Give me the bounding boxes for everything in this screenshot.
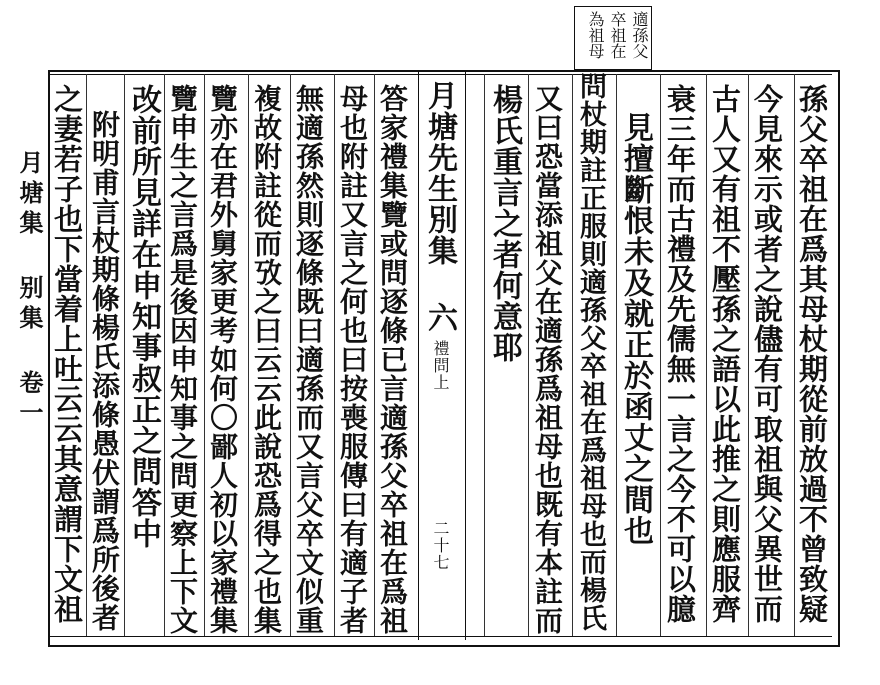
text-column: 見擅斷恨未及就正於函丈之間也: [618, 112, 653, 546]
column-rule: [334, 74, 335, 636]
column-rule: [86, 74, 87, 636]
section-label: 禮問上: [431, 340, 450, 391]
column-rule: [528, 74, 529, 636]
header-col-3: 為祖母: [586, 11, 605, 59]
header-col-2: 卒祖在: [608, 11, 627, 59]
column-rule: [248, 74, 249, 636]
text-column: 又曰恐當添祖父在適孫爲祖母也既有本註而: [531, 84, 564, 635]
text-column: 之妻若子也下當着上吐云云其意謂下文祖: [50, 84, 84, 624]
text-column: 無適孫然則逐條既曰適孫而又言父卒文似重: [292, 84, 325, 635]
text-column: 今見來示或者之說儘有可取祖與父異世而: [750, 84, 784, 624]
column-rule: [374, 74, 375, 636]
header-label-box: [574, 6, 652, 70]
text-column: 孫父卒祖在爲其母杖期從前放過不曾致疑: [795, 84, 829, 624]
text-column: 複故附註從而攷之曰云云此說恐爲得之也集: [250, 84, 283, 635]
column-rule: [706, 74, 707, 636]
column-rule: [290, 74, 291, 636]
column-rule: [660, 74, 661, 636]
column-rule: [124, 74, 125, 636]
column-rule: [164, 74, 165, 636]
column-rule: [616, 74, 617, 636]
column-rule: [748, 74, 749, 636]
text-column: 楊氏重言之者何意耶: [487, 84, 522, 363]
column-rule: [572, 74, 573, 636]
header-col-1: 適孫父: [630, 11, 649, 59]
column-rule: [204, 74, 205, 636]
column-rule: [484, 74, 485, 636]
book-title: 月塘先生別集 六: [422, 80, 457, 333]
page-number: 二十七: [431, 520, 450, 571]
text-column: 覽申生之言爲是後因申知事之問更察上下文: [166, 84, 199, 635]
text-column: 古人又有祖不壓孫之語以此推之則應服齊: [708, 84, 742, 624]
text-column: 答家禮集覽或問逐條已言適孫父卒祖在爲祖: [376, 84, 409, 635]
text-column: 附明甫言杖期條楊氏添條愚伏謂爲所後者: [88, 110, 121, 632]
text-column: 衰三年而古禮及先儒無一言之今不可以臆: [663, 84, 697, 624]
text-column: 改前所見詳在申知事叔正之問答中: [126, 84, 161, 549]
book-side-title: 月塘集 别集 卷一: [15, 150, 44, 430]
text-column: 問杖期註正服則適孫父卒祖在爲祖母也而楊氏: [575, 72, 606, 632]
text-column: 母也附註又言之何也曰按喪服傳曰有適子者: [336, 84, 369, 635]
text-column: 覽亦在君外舅家更考如何〇鄙人初以家禮集: [206, 84, 239, 635]
